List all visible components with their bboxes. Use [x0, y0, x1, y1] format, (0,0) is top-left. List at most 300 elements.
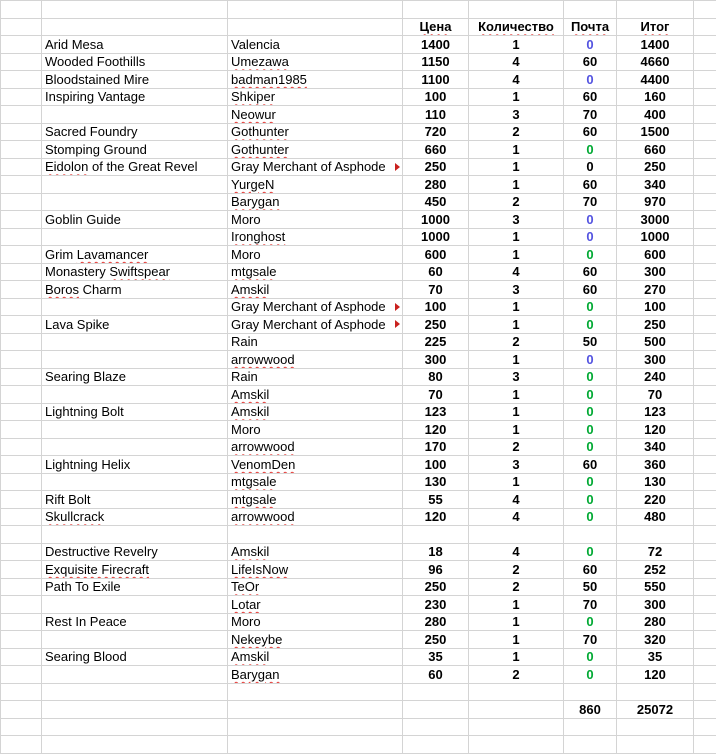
cell-B39[interactable]	[42, 666, 228, 684]
cell-A43[interactable]	[1, 736, 42, 754]
cell-A21[interactable]	[1, 351, 42, 369]
seller-cell[interactable]	[228, 649, 403, 667]
cell-H18[interactable]	[694, 299, 716, 317]
postage-cell[interactable]: 60	[564, 124, 617, 142]
cell-C43[interactable]	[228, 736, 403, 754]
postage-cell[interactable]: 0	[564, 159, 617, 177]
price-cell[interactable]: 18	[403, 544, 469, 562]
cell-A32[interactable]	[1, 544, 42, 562]
cell-A8[interactable]	[1, 124, 42, 142]
price-cell[interactable]: 1000	[403, 229, 469, 247]
cell-C2[interactable]	[228, 19, 403, 37]
cell-H13[interactable]	[694, 211, 716, 229]
cell-B21[interactable]	[42, 351, 228, 369]
cell-A33[interactable]	[1, 561, 42, 579]
price-cell[interactable]: 280	[403, 176, 469, 194]
cell-A27[interactable]	[1, 456, 42, 474]
total-cell[interactable]: 130	[617, 474, 694, 492]
card-name-cell[interactable]	[42, 561, 228, 579]
cell-A25[interactable]	[1, 421, 42, 439]
cell-A38[interactable]	[1, 649, 42, 667]
card-name-cell[interactable]	[42, 211, 228, 229]
cell-H28[interactable]	[694, 474, 716, 492]
total-cell[interactable]: 120	[617, 421, 694, 439]
quantity-cell[interactable]: 3	[469, 211, 564, 229]
cell-A40[interactable]	[1, 684, 42, 702]
postage-cell[interactable]: 70	[564, 106, 617, 124]
cell-A7[interactable]	[1, 106, 42, 124]
postage-cell[interactable]: 0	[564, 386, 617, 404]
total-cell[interactable]: 72	[617, 544, 694, 562]
cell-B11[interactable]	[42, 176, 228, 194]
cell-A30[interactable]	[1, 509, 42, 527]
quantity-cell[interactable]: 4	[469, 71, 564, 89]
quantity-cell[interactable]: 1	[469, 474, 564, 492]
price-cell[interactable]: 250	[403, 159, 469, 177]
card-name-cell[interactable]	[42, 404, 228, 422]
card-name-cell[interactable]	[42, 316, 228, 334]
total-cell[interactable]: 4660	[617, 54, 694, 72]
postage-cell[interactable]: 0	[564, 299, 617, 317]
total-cell[interactable]: 35	[617, 649, 694, 667]
header-quantity-cell[interactable]	[469, 19, 564, 37]
card-name-cell[interactable]	[42, 614, 228, 632]
card-name-cell[interactable]	[42, 456, 228, 474]
cell-A17[interactable]	[1, 281, 42, 299]
cell-B18[interactable]	[42, 299, 228, 317]
cell-A42[interactable]	[1, 719, 42, 737]
price-cell[interactable]: 55	[403, 491, 469, 509]
cell-A29[interactable]	[1, 491, 42, 509]
total-cell[interactable]: 1000	[617, 229, 694, 247]
cell-H10[interactable]	[694, 159, 716, 177]
cell-C41[interactable]	[228, 701, 403, 719]
price-cell[interactable]: 600	[403, 246, 469, 264]
card-name-cell[interactable]	[42, 124, 228, 142]
total-cell[interactable]: 250	[617, 159, 694, 177]
seller-cell[interactable]	[228, 106, 403, 124]
total-cell[interactable]: 300	[617, 264, 694, 282]
cell-E1[interactable]	[469, 1, 564, 19]
card-name-cell[interactable]	[42, 544, 228, 562]
cell-H7[interactable]	[694, 106, 716, 124]
cell-B25[interactable]	[42, 421, 228, 439]
cell-D1[interactable]	[403, 1, 469, 19]
quantity-cell[interactable]: 4	[469, 509, 564, 527]
cell-A10[interactable]	[1, 159, 42, 177]
quantity-cell[interactable]: 1	[469, 596, 564, 614]
cell-G42[interactable]	[617, 719, 694, 737]
quantity-cell[interactable]: 2	[469, 666, 564, 684]
seller-cell[interactable]	[228, 334, 403, 352]
cell-A16[interactable]	[1, 264, 42, 282]
quantity-cell[interactable]: 1	[469, 386, 564, 404]
cell-A26[interactable]	[1, 439, 42, 457]
cell-B20[interactable]	[42, 334, 228, 352]
price-cell[interactable]: 450	[403, 194, 469, 212]
seller-cell[interactable]	[228, 316, 403, 334]
cell-G43[interactable]	[617, 736, 694, 754]
seller-cell[interactable]	[228, 36, 403, 54]
cell-H15[interactable]	[694, 246, 716, 264]
cell-H29[interactable]	[694, 491, 716, 509]
price-cell[interactable]: 1000	[403, 211, 469, 229]
quantity-cell[interactable]: 4	[469, 54, 564, 72]
total-cell[interactable]: 340	[617, 176, 694, 194]
postage-cell[interactable]: 0	[564, 404, 617, 422]
cell-H37[interactable]	[694, 631, 716, 649]
total-cell[interactable]: 1400	[617, 36, 694, 54]
cell-E41[interactable]	[469, 701, 564, 719]
postage-cell[interactable]: 0	[564, 614, 617, 632]
price-cell[interactable]: 1150	[403, 54, 469, 72]
price-cell[interactable]: 130	[403, 474, 469, 492]
cell-A34[interactable]	[1, 579, 42, 597]
quantity-cell[interactable]: 4	[469, 264, 564, 282]
cell-B31[interactable]	[42, 526, 228, 544]
quantity-cell[interactable]: 2	[469, 334, 564, 352]
cell-A20[interactable]	[1, 334, 42, 352]
total-cell[interactable]: 4400	[617, 71, 694, 89]
cell-H11[interactable]	[694, 176, 716, 194]
quantity-cell[interactable]: 1	[469, 36, 564, 54]
postage-cell[interactable]: 70	[564, 596, 617, 614]
postage-cell[interactable]: 60	[564, 561, 617, 579]
cell-A1[interactable]	[1, 1, 42, 19]
card-name-cell[interactable]	[42, 281, 228, 299]
cell-H23[interactable]	[694, 386, 716, 404]
cell-D41[interactable]	[403, 701, 469, 719]
price-cell[interactable]: 300	[403, 351, 469, 369]
total-cell[interactable]: 660	[617, 141, 694, 159]
price-cell[interactable]: 123	[403, 404, 469, 422]
total-cell[interactable]: 600	[617, 246, 694, 264]
cell-C42[interactable]	[228, 719, 403, 737]
cell-A23[interactable]	[1, 386, 42, 404]
cell-H19[interactable]	[694, 316, 716, 334]
cell-A37[interactable]	[1, 631, 42, 649]
cell-D42[interactable]	[403, 719, 469, 737]
cell-A31[interactable]	[1, 526, 42, 544]
seller-cell[interactable]	[228, 456, 403, 474]
quantity-cell[interactable]: 1	[469, 316, 564, 334]
total-cell[interactable]: 1500	[617, 124, 694, 142]
seller-cell[interactable]	[228, 246, 403, 264]
quantity-cell[interactable]: 1	[469, 649, 564, 667]
seller-cell[interactable]	[228, 194, 403, 212]
cell-H14[interactable]	[694, 229, 716, 247]
cell-H42[interactable]	[694, 719, 716, 737]
card-name-cell[interactable]	[42, 649, 228, 667]
card-name-cell[interactable]	[42, 159, 228, 177]
quantity-cell[interactable]: 2	[469, 561, 564, 579]
total-cell[interactable]: 280	[617, 614, 694, 632]
quantity-cell[interactable]: 1	[469, 89, 564, 107]
cell-F42[interactable]	[564, 719, 617, 737]
postage-cell[interactable]: 0	[564, 351, 617, 369]
card-name-cell[interactable]	[42, 141, 228, 159]
header-total-cell[interactable]	[617, 19, 694, 37]
price-cell[interactable]: 225	[403, 334, 469, 352]
quantity-cell[interactable]: 1	[469, 246, 564, 264]
postage-cell[interactable]: 50	[564, 579, 617, 597]
quantity-cell[interactable]: 4	[469, 544, 564, 562]
quantity-cell[interactable]: 4	[469, 491, 564, 509]
cell-H40[interactable]	[694, 684, 716, 702]
cell-A41[interactable]	[1, 701, 42, 719]
price-cell[interactable]: 250	[403, 316, 469, 334]
cell-F1[interactable]	[564, 1, 617, 19]
seller-cell[interactable]	[228, 351, 403, 369]
seller-cell[interactable]	[228, 386, 403, 404]
price-cell[interactable]: 60	[403, 264, 469, 282]
quantity-cell[interactable]: 1	[469, 614, 564, 632]
price-cell[interactable]: 70	[403, 386, 469, 404]
seller-cell[interactable]	[228, 666, 403, 684]
cell-H39[interactable]	[694, 666, 716, 684]
seller-cell[interactable]	[228, 509, 403, 527]
seller-cell[interactable]	[228, 579, 403, 597]
quantity-cell[interactable]: 2	[469, 579, 564, 597]
price-cell[interactable]: 60	[403, 666, 469, 684]
cell-C1[interactable]	[228, 1, 403, 19]
postage-cell[interactable]: 60	[564, 54, 617, 72]
card-name-cell[interactable]	[42, 246, 228, 264]
total-cell[interactable]: 400	[617, 106, 694, 124]
cell-H33[interactable]	[694, 561, 716, 579]
quantity-cell[interactable]: 1	[469, 351, 564, 369]
postage-cell[interactable]: 60	[564, 89, 617, 107]
cell-H25[interactable]	[694, 421, 716, 439]
seller-cell[interactable]	[228, 491, 403, 509]
price-cell[interactable]: 120	[403, 509, 469, 527]
postage-cell[interactable]: 0	[564, 509, 617, 527]
postage-cell[interactable]: 0	[564, 316, 617, 334]
cell-D43[interactable]	[403, 736, 469, 754]
cell-H36[interactable]	[694, 614, 716, 632]
cell-H30[interactable]	[694, 509, 716, 527]
seller-cell[interactable]	[228, 211, 403, 229]
cell-A13[interactable]	[1, 211, 42, 229]
postage-cell[interactable]: 0	[564, 649, 617, 667]
total-cell[interactable]: 300	[617, 596, 694, 614]
price-cell[interactable]: 660	[403, 141, 469, 159]
cell-G1[interactable]	[617, 1, 694, 19]
quantity-cell[interactable]: 1	[469, 229, 564, 247]
total-cell[interactable]: 252	[617, 561, 694, 579]
cell-B1[interactable]	[42, 1, 228, 19]
postage-cell[interactable]: 0	[564, 439, 617, 457]
card-name-cell[interactable]	[42, 369, 228, 387]
card-name-cell[interactable]	[42, 54, 228, 72]
cell-B43[interactable]	[42, 736, 228, 754]
card-name-cell[interactable]	[42, 264, 228, 282]
price-cell[interactable]: 170	[403, 439, 469, 457]
cell-H6[interactable]	[694, 89, 716, 107]
quantity-cell[interactable]: 3	[469, 106, 564, 124]
seller-cell[interactable]	[228, 614, 403, 632]
cell-E42[interactable]	[469, 719, 564, 737]
cell-D31[interactable]	[403, 526, 469, 544]
price-cell[interactable]: 100	[403, 456, 469, 474]
cell-H27[interactable]	[694, 456, 716, 474]
total-cell[interactable]: 220	[617, 491, 694, 509]
cell-F40[interactable]	[564, 684, 617, 702]
card-name-cell[interactable]	[42, 89, 228, 107]
seller-cell[interactable]	[228, 124, 403, 142]
total-cell[interactable]: 3000	[617, 211, 694, 229]
cell-A18[interactable]	[1, 299, 42, 317]
postage-cell[interactable]: 60	[564, 264, 617, 282]
quantity-cell[interactable]: 1	[469, 159, 564, 177]
cell-A22[interactable]	[1, 369, 42, 387]
cell-A35[interactable]	[1, 596, 42, 614]
cell-H34[interactable]	[694, 579, 716, 597]
total-cell[interactable]: 340	[617, 439, 694, 457]
cell-E31[interactable]	[469, 526, 564, 544]
quantity-cell[interactable]: 2	[469, 124, 564, 142]
price-cell[interactable]: 120	[403, 421, 469, 439]
postage-cell[interactable]: 0	[564, 141, 617, 159]
cell-H21[interactable]	[694, 351, 716, 369]
cell-H35[interactable]	[694, 596, 716, 614]
seller-cell[interactable]	[228, 544, 403, 562]
price-cell[interactable]: 230	[403, 596, 469, 614]
seller-cell[interactable]	[228, 54, 403, 72]
cell-H31[interactable]	[694, 526, 716, 544]
price-cell[interactable]: 720	[403, 124, 469, 142]
cell-D40[interactable]	[403, 684, 469, 702]
cell-B35[interactable]	[42, 596, 228, 614]
price-cell[interactable]: 100	[403, 89, 469, 107]
cell-A6[interactable]	[1, 89, 42, 107]
seller-cell[interactable]	[228, 141, 403, 159]
seller-cell[interactable]	[228, 159, 403, 177]
total-cell[interactable]: 320	[617, 631, 694, 649]
cell-H12[interactable]	[694, 194, 716, 212]
total-cell[interactable]: 550	[617, 579, 694, 597]
cell-H9[interactable]	[694, 141, 716, 159]
total-cell[interactable]: 160	[617, 89, 694, 107]
cell-B12[interactable]	[42, 194, 228, 212]
cell-A36[interactable]	[1, 614, 42, 632]
cell-H16[interactable]	[694, 264, 716, 282]
cell-H20[interactable]	[694, 334, 716, 352]
postage-cell[interactable]: 0	[564, 229, 617, 247]
cell-C40[interactable]	[228, 684, 403, 702]
postage-cell[interactable]: 0	[564, 544, 617, 562]
cell-H3[interactable]	[694, 36, 716, 54]
price-cell[interactable]: 70	[403, 281, 469, 299]
quantity-cell[interactable]: 2	[469, 439, 564, 457]
price-cell[interactable]: 100	[403, 299, 469, 317]
total-cell[interactable]: 123	[617, 404, 694, 422]
total-cell[interactable]: 240	[617, 369, 694, 387]
seller-cell[interactable]	[228, 369, 403, 387]
cell-H38[interactable]	[694, 649, 716, 667]
postage-cell[interactable]: 70	[564, 194, 617, 212]
total-cell[interactable]: 360	[617, 456, 694, 474]
cell-F31[interactable]	[564, 526, 617, 544]
total-cell[interactable]: 480	[617, 509, 694, 527]
price-cell[interactable]: 35	[403, 649, 469, 667]
price-cell[interactable]: 1100	[403, 71, 469, 89]
cell-E43[interactable]	[469, 736, 564, 754]
seller-cell[interactable]	[228, 71, 403, 89]
quantity-cell[interactable]: 3	[469, 281, 564, 299]
cell-C31[interactable]	[228, 526, 403, 544]
cell-A15[interactable]	[1, 246, 42, 264]
quantity-cell[interactable]: 3	[469, 369, 564, 387]
cell-H17[interactable]	[694, 281, 716, 299]
quantity-cell[interactable]: 2	[469, 194, 564, 212]
header-postage-cell[interactable]	[564, 19, 617, 37]
cell-B28[interactable]	[42, 474, 228, 492]
postage-cell[interactable]: 860	[564, 701, 617, 719]
cell-F43[interactable]	[564, 736, 617, 754]
cell-A19[interactable]	[1, 316, 42, 334]
cell-G40[interactable]	[617, 684, 694, 702]
cell-A4[interactable]	[1, 54, 42, 72]
postage-cell[interactable]: 0	[564, 474, 617, 492]
price-cell[interactable]: 250	[403, 631, 469, 649]
seller-cell[interactable]	[228, 264, 403, 282]
postage-cell[interactable]: 0	[564, 421, 617, 439]
total-cell[interactable]: 500	[617, 334, 694, 352]
cell-H32[interactable]	[694, 544, 716, 562]
cell-H24[interactable]	[694, 404, 716, 422]
cell-B7[interactable]	[42, 106, 228, 124]
quantity-cell[interactable]: 1	[469, 299, 564, 317]
cell-H5[interactable]	[694, 71, 716, 89]
header-price-cell[interactable]	[403, 19, 469, 37]
cell-A5[interactable]	[1, 71, 42, 89]
seller-cell[interactable]	[228, 299, 403, 317]
postage-cell[interactable]: 0	[564, 666, 617, 684]
cell-A2[interactable]	[1, 19, 42, 37]
card-name-cell[interactable]	[42, 71, 228, 89]
cell-A9[interactable]	[1, 141, 42, 159]
quantity-cell[interactable]: 1	[469, 176, 564, 194]
cell-H26[interactable]	[694, 439, 716, 457]
seller-cell[interactable]	[228, 421, 403, 439]
seller-cell[interactable]	[228, 561, 403, 579]
price-cell[interactable]: 80	[403, 369, 469, 387]
seller-cell[interactable]	[228, 596, 403, 614]
quantity-cell[interactable]: 1	[469, 141, 564, 159]
seller-cell[interactable]	[228, 474, 403, 492]
seller-cell[interactable]	[228, 281, 403, 299]
total-cell[interactable]: 300	[617, 351, 694, 369]
quantity-cell[interactable]: 1	[469, 631, 564, 649]
cell-E40[interactable]	[469, 684, 564, 702]
quantity-cell[interactable]: 1	[469, 404, 564, 422]
postage-cell[interactable]: 0	[564, 246, 617, 264]
quantity-cell[interactable]: 1	[469, 421, 564, 439]
cell-H41[interactable]	[694, 701, 716, 719]
postage-cell[interactable]: 0	[564, 369, 617, 387]
cell-B37[interactable]	[42, 631, 228, 649]
cell-A14[interactable]	[1, 229, 42, 247]
cell-B41[interactable]	[42, 701, 228, 719]
postage-cell[interactable]: 70	[564, 631, 617, 649]
cell-A11[interactable]	[1, 176, 42, 194]
cell-H8[interactable]	[694, 124, 716, 142]
cell-H22[interactable]	[694, 369, 716, 387]
seller-cell[interactable]	[228, 229, 403, 247]
card-name-cell[interactable]	[42, 491, 228, 509]
cell-B42[interactable]	[42, 719, 228, 737]
